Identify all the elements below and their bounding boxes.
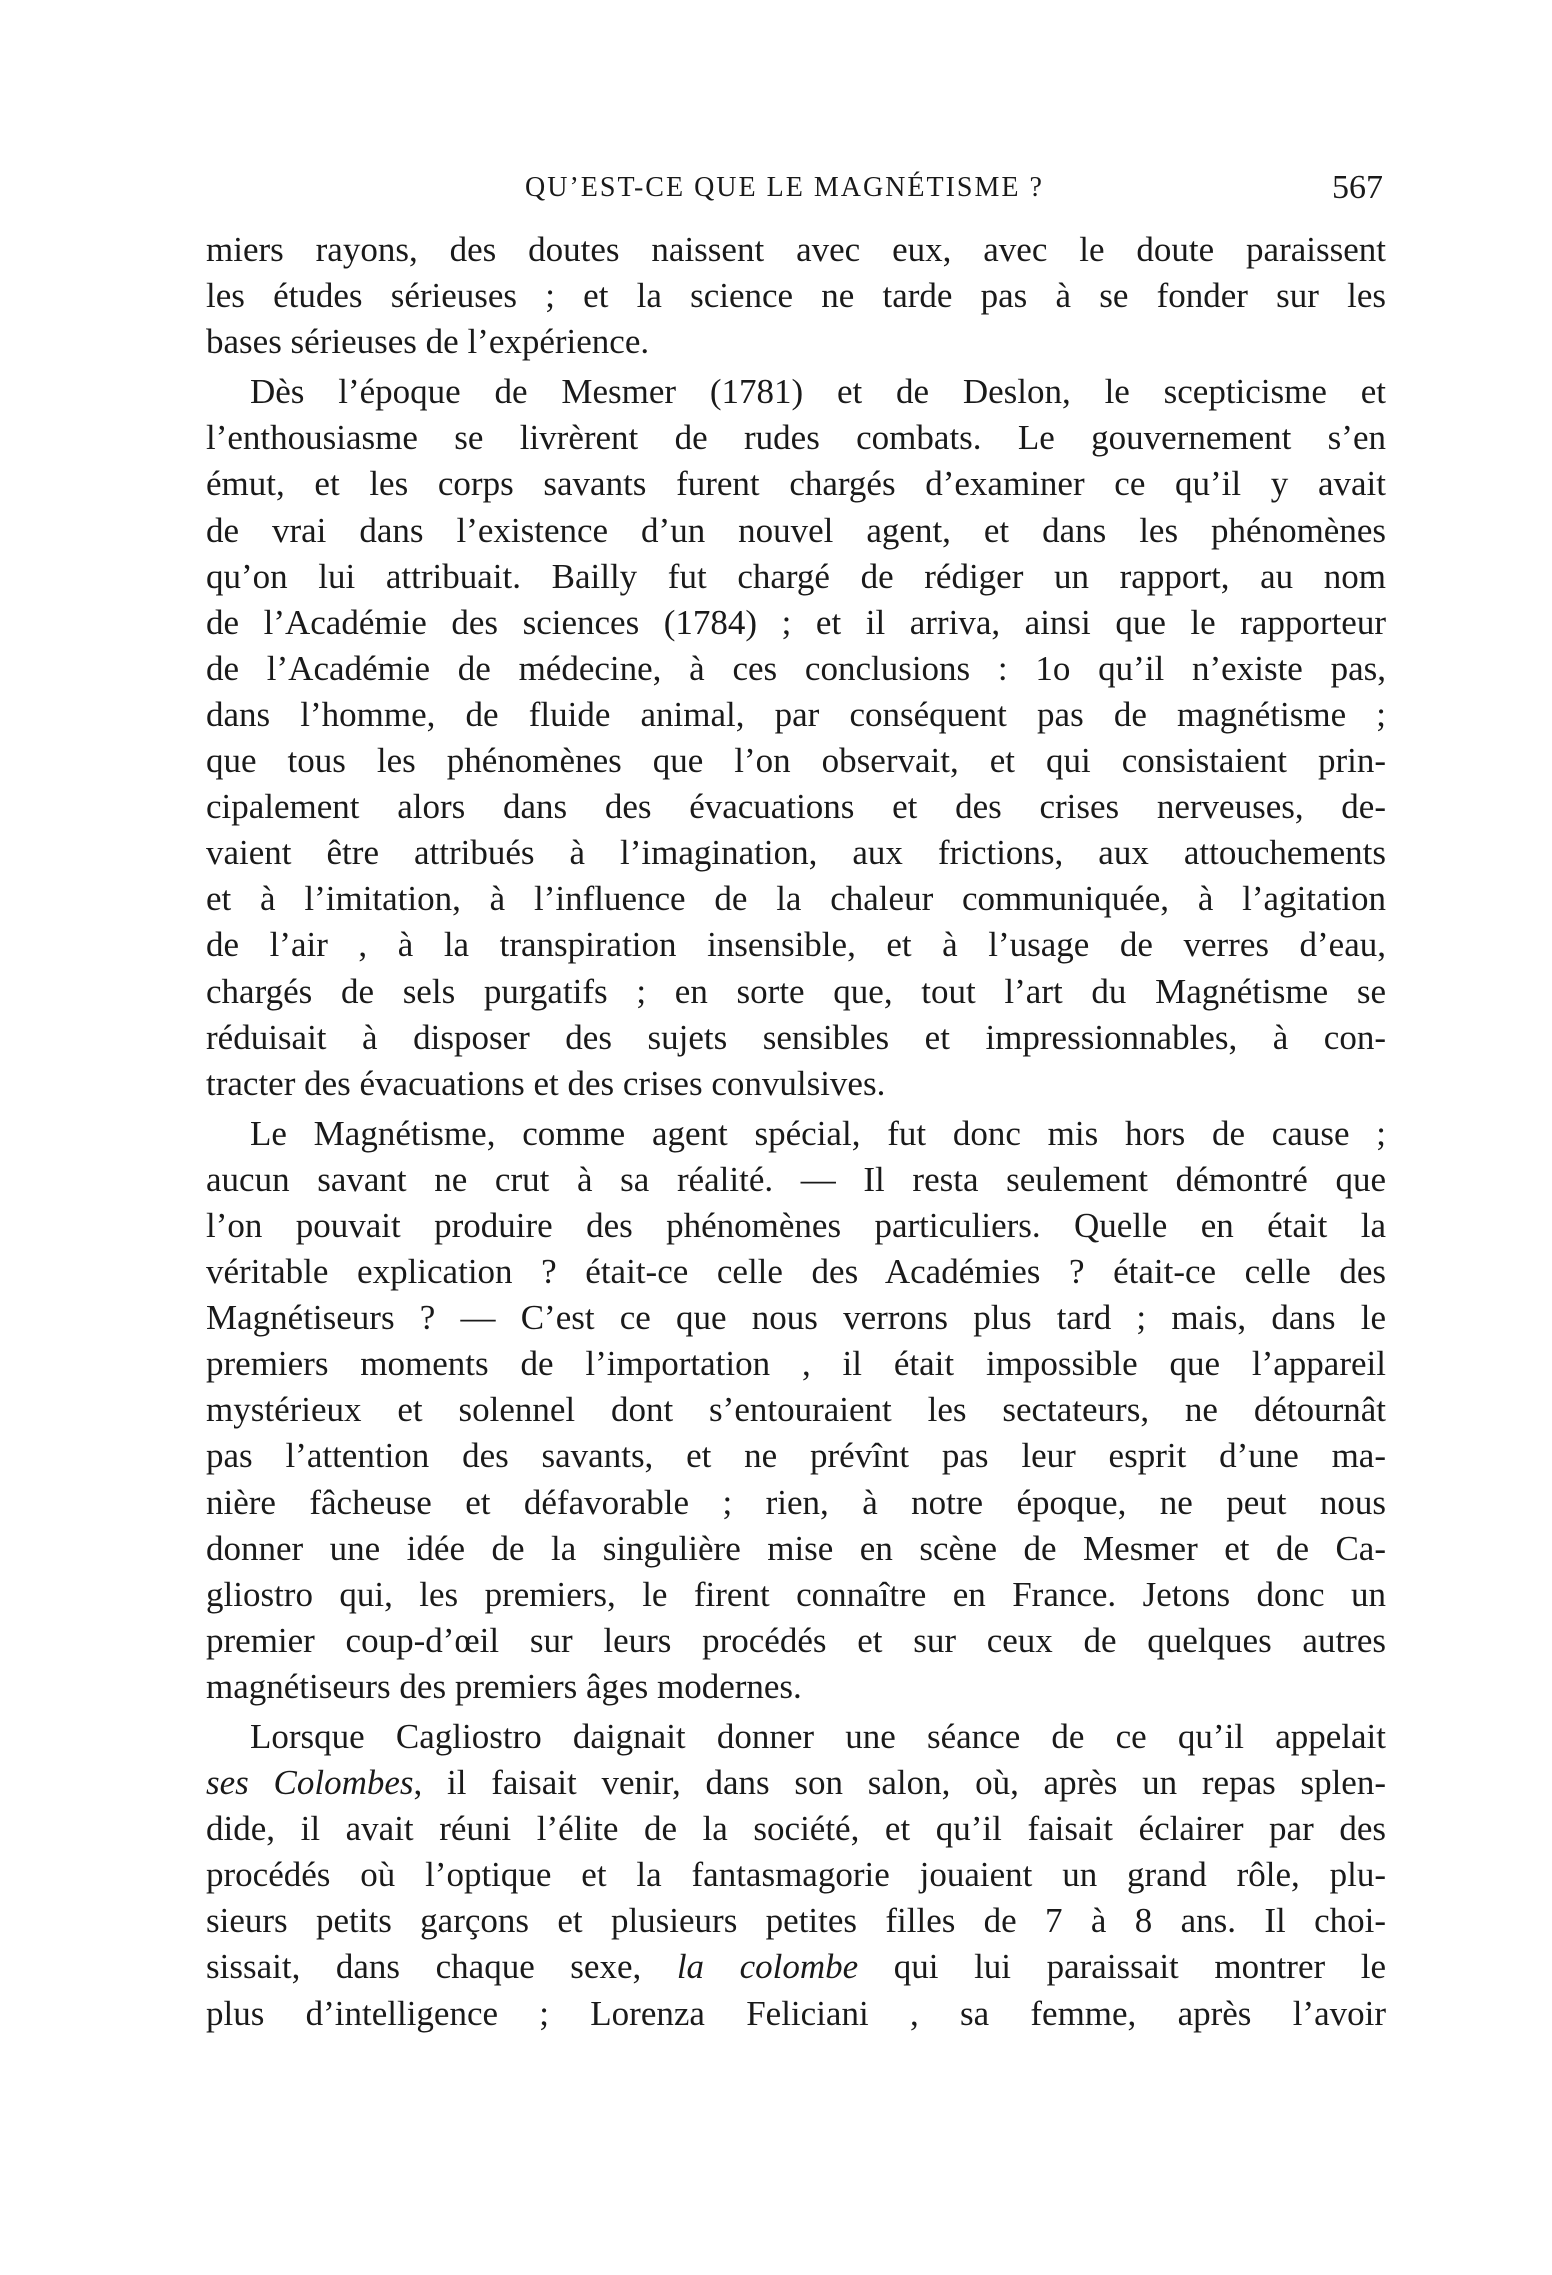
text-line-with-italic [206,1760,1386,1806]
text-line: qu’on lui attribuait. Bailly fut chargé de rédiger un rapport, au nom [206,556,1386,596]
text-line: Magnétiseurs ? — C’est ce que nous verrons plus tard ; mais, dans le [206,1298,1386,1338]
text-line: et à l’imitation, à l’influence de la chaleur communiquée, à l’agitation [206,879,1386,919]
text-line: de l’Académie de médecine, à ces conclusions : 1o qu’il n’existe pas, [206,648,1386,688]
text-line: de l’Académie des sciences (1784) ; et il arriva, ainsi que le rapporteur [206,602,1386,642]
italic-phrase: ses Colombes [206,1763,414,1803]
text-line: plus d’intelligence ; Lorenza Feliciani , sa femme, après l’avoir [206,1993,1386,2033]
text-line: premiers moments de l’importation , il était impossible que l’appareil [206,1344,1386,1384]
body-text [206,227,1386,2037]
text-line: chargés de sels purgatifs ; en sorte que, tout l’art du Magnétisme se [206,971,1386,1011]
paragraph-start-line: Lorsque Cagliostro daignait donner une séance de ce qu’il appelait [250,1717,1386,1756]
text-line: mystérieux et solennel dont s’entouraient les sectateurs, ne détournât [206,1390,1386,1430]
line-start: sissait, dans chaque sexe, [206,1947,677,1987]
text-line: tracter des évacuations et des crises convulsives. [206,1063,886,1103]
text-line: aucun savant ne crut à sa réalité. — Il resta seulement démontré que [206,1159,1386,1199]
text-line: émut, et les corps savants furent chargés d’examiner ce qu’il y avait [206,464,1386,504]
text-line: les études sérieuses ; et la science ne tarde pas à se fonder sur les [206,276,1386,316]
text-line: donner une idée de la singulière mise en scène de Mesmer et de Ca- [206,1528,1386,1568]
text-line: cipalement alors dans des évacuations et des crises nerveuses, de- [206,787,1386,827]
running-title: QU’EST-CE QUE LE MAGNÉTISME ? [525,172,1044,203]
text-line: magnétiseurs des premiers âges modernes. [206,1666,802,1706]
text-line: l’enthousiasme se livrèrent de rudes combats. Le gouvernement s’en [206,418,1386,458]
text-line-with-italic [206,1944,1386,1990]
text-line: de vrai dans l’existence d’un nouvel agent, et dans les phénomènes [206,510,1386,550]
paragraph-start-line: Dès l’époque de Mesmer (1781) et de Deslon, le scepticisme et [250,372,1386,412]
line-remainder: qui lui paraissait montrer le [858,1947,1386,1987]
text-line: l’on pouvait produire des phénomènes particuliers. Quelle en était la [206,1205,1386,1245]
text-line: sieurs petits garçons et plusieurs petites filles de 7 à 8 ans. Il choi- [206,1901,1386,1941]
text-line: réduisait à disposer des sujets sensibles et impressionnables, à con- [206,1017,1386,1057]
text-line: de l’air , à la transpiration insensible, et à l’usage de verres d’eau, [206,925,1386,965]
text-line: miers rayons, des doutes naissent avec eux, avec le doute paraissent [206,230,1386,269]
text-line: gliostro qui, les premiers, le firent connaître en France. Jetons donc un [206,1574,1386,1614]
text-line: dide, il avait réuni l’élite de la société, et qu’il faisait éclairer par des [206,1809,1386,1849]
running-head [208,166,1383,210]
text-line: véritable explication ? était-ce celle des Académies ? était-ce celle des [206,1252,1386,1292]
text-line: bases sérieuses de l’expérience. [206,322,650,362]
italic-phrase: la colombe [676,1947,859,1987]
paragraph-start-line: Le Magnétisme, comme agent spécial, fut donc mis hors de cause ; [250,1113,1386,1153]
text-line: vaient être attribués à l’imagination, aux frictions, aux attouchements [206,833,1386,873]
text-line: dans l’homme, de fluide animal, par conséquent pas de magnétisme ; [206,694,1386,734]
line-remainder: , il faisait venir, dans son salon, où, après un repas splen- [413,1763,1386,1803]
text-line: que tous les phénomènes que l’on observait, et qui consistaient prin- [206,741,1386,781]
text-line: nière fâcheuse et défavorable ; rien, à notre époque, ne peut nous [206,1482,1386,1522]
text-line: pas l’attention des savants, et ne prévînt pas leur esprit d’une ma- [206,1436,1386,1476]
text-line: procédés où l’optique et la fantasmagorie jouaient un grand rôle, plu- [206,1855,1386,1895]
page-number: 567 [1332,169,1383,206]
text-line: premier coup-d’œil sur leurs procédés et sur ceux de quelques autres [206,1620,1386,1660]
